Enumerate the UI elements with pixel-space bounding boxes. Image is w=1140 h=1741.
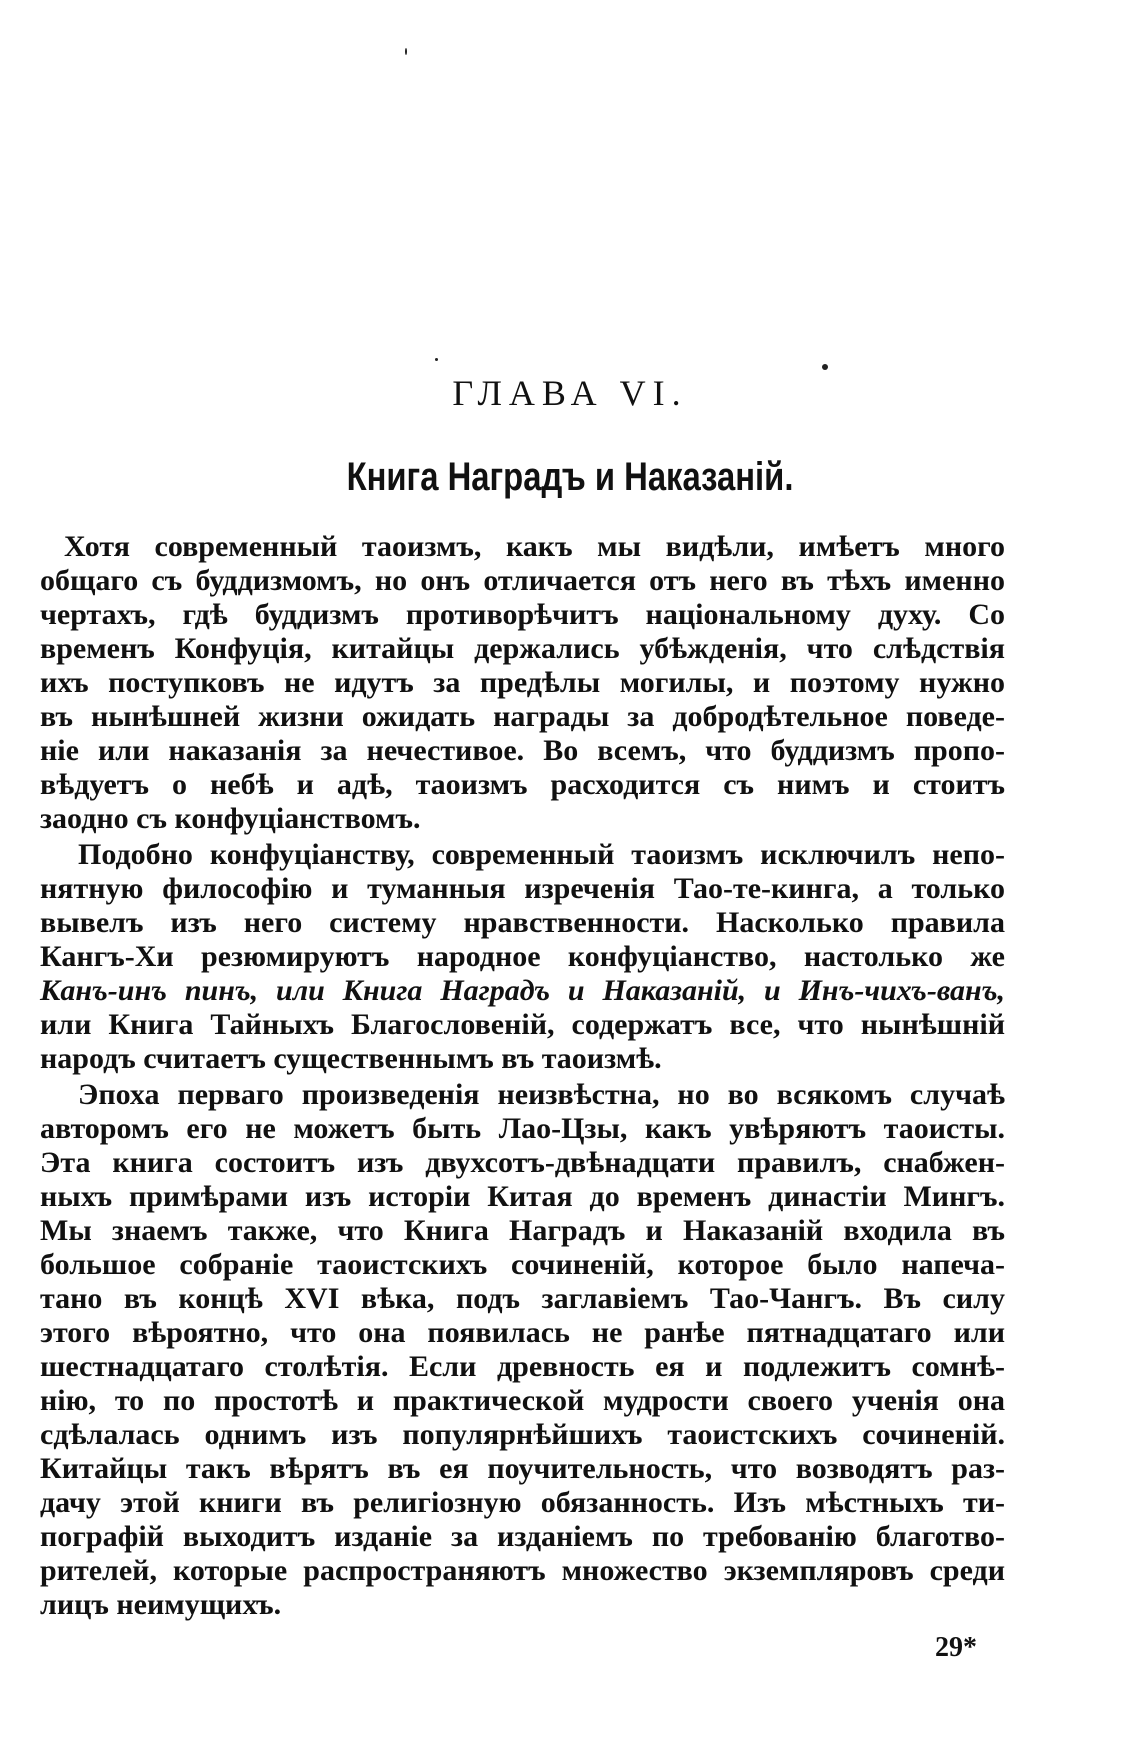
text-line: заодно съ конфуціанствомъ. bbox=[40, 802, 421, 835]
text-line: ніе или наказанія за нечестивое. Во всемъ, что буддизмъ пропо- bbox=[40, 734, 1005, 767]
text-line: или Книга Тайныхъ Благословеній, содержатъ все, что нынѣшній bbox=[40, 1008, 1005, 1041]
text-line: этого вѣроятно, что она появилась не ранѣе пятнадцатаго или bbox=[40, 1316, 1005, 1349]
text-line: сдѣлалась однимъ изъ популярнѣйшихъ таоистскихъ сочиненій. bbox=[40, 1418, 1005, 1451]
text-line: Мы знаемъ также, что Книга Наградъ и Наказаній входила въ bbox=[40, 1214, 1005, 1247]
text-line: Подобно конфуціанству, современный таоизмъ исключилъ непо- bbox=[78, 838, 1005, 871]
body-text bbox=[40, 530, 1005, 1624]
text-line: рителей, которые распространяютъ множество экземпляровъ среди bbox=[40, 1554, 1005, 1587]
text-line: временъ Конфуція, китайцы держались убѣжденія, что слѣдствія bbox=[40, 632, 1005, 665]
text-line: ихъ поступковъ не идутъ за предѣлы могилы, и поэтому нужно bbox=[40, 666, 1005, 699]
text-line: Канъ-инъ пинъ, или Книга Наградъ и Наказаній, и Инъ-чихъ-ванъ, bbox=[40, 974, 1005, 1007]
text-line: пографій выходитъ изданіе за изданіемъ по требованію благотво- bbox=[40, 1520, 1005, 1553]
chapter-title: ГЛАВА VI. bbox=[452, 373, 688, 413]
text-line: лицъ неимущихъ. bbox=[40, 1588, 282, 1621]
text-line: дачу этой книги въ религіозную обязанность. Изъ мѣстныхъ ти- bbox=[40, 1486, 1005, 1519]
text-line: шестнадцатаго столѣтія. Если древность ея и подлежитъ сомнѣ- bbox=[40, 1350, 1005, 1383]
text-line: народъ считаетъ существеннымъ въ таоизмѣ. bbox=[40, 1042, 662, 1075]
text-line: большое собраніе таоистскихъ сочиненій, которое было напеча- bbox=[40, 1248, 1005, 1281]
text-line: авторомъ его не можетъ быть Лао-Цзы, какъ увѣряютъ таоисты. bbox=[40, 1112, 1005, 1145]
text-line: Хотя современный таоизмъ, какъ мы видѣли, имѣетъ много bbox=[64, 530, 1005, 563]
text-line: вѣдуетъ о небѣ и адѣ, таоизмъ расходится съ нимъ и стоитъ bbox=[40, 768, 1005, 801]
paragraph-2 bbox=[40, 838, 1005, 1076]
text-line: нію, то по простотѣ и практической мудрости своего ученія она bbox=[40, 1384, 1005, 1417]
text-line: въ нынѣшней жизни ожидать награды за добродѣтельное поведе- bbox=[40, 700, 1005, 733]
text-line: чертахъ, гдѣ буддизмъ противорѣчитъ національному духу. Со bbox=[40, 598, 1005, 631]
text-line: Эта книга состоитъ изъ двухсотъ-двѣнадцати правилъ, снабжен- bbox=[40, 1146, 1005, 1179]
text-line: вывелъ изъ него систему нравственности. Насколько правила bbox=[40, 906, 1005, 939]
page-number: 29* bbox=[935, 1632, 977, 1663]
scan-speck bbox=[435, 358, 438, 361]
text-line: Кангъ-Хи резюмируютъ народное конфуціанство, настолько же bbox=[40, 940, 1005, 973]
text-line: ныхъ примѣрами изъ исторіи Китая до временъ династіи Мингъ. bbox=[40, 1180, 1005, 1213]
scan-speck bbox=[405, 48, 407, 55]
text-line: тано въ концѣ XVI вѣка, подъ заглавіемъ Тао-Чангъ. Въ силу bbox=[40, 1282, 1005, 1315]
text-line: Китайцы такъ вѣрятъ въ ея поучительность, что возводятъ раз- bbox=[40, 1452, 1005, 1485]
scan-speck bbox=[822, 364, 828, 370]
text-line: общаго съ буддизмомъ, но онъ отличается отъ него въ тѣхъ именно bbox=[40, 564, 1005, 597]
text-line: Эпоха перваго произведенія неизвѣстна, но во всякомъ случаѣ bbox=[78, 1078, 1005, 1111]
paragraph-1 bbox=[40, 530, 1005, 836]
text-line: нятную философію и туманныя изреченія Тао-те-кинга, а только bbox=[40, 872, 1005, 905]
paragraph-3 bbox=[40, 1078, 1005, 1622]
chapter-subtitle: Книга Наградъ и Наказаній. bbox=[346, 455, 794, 499]
